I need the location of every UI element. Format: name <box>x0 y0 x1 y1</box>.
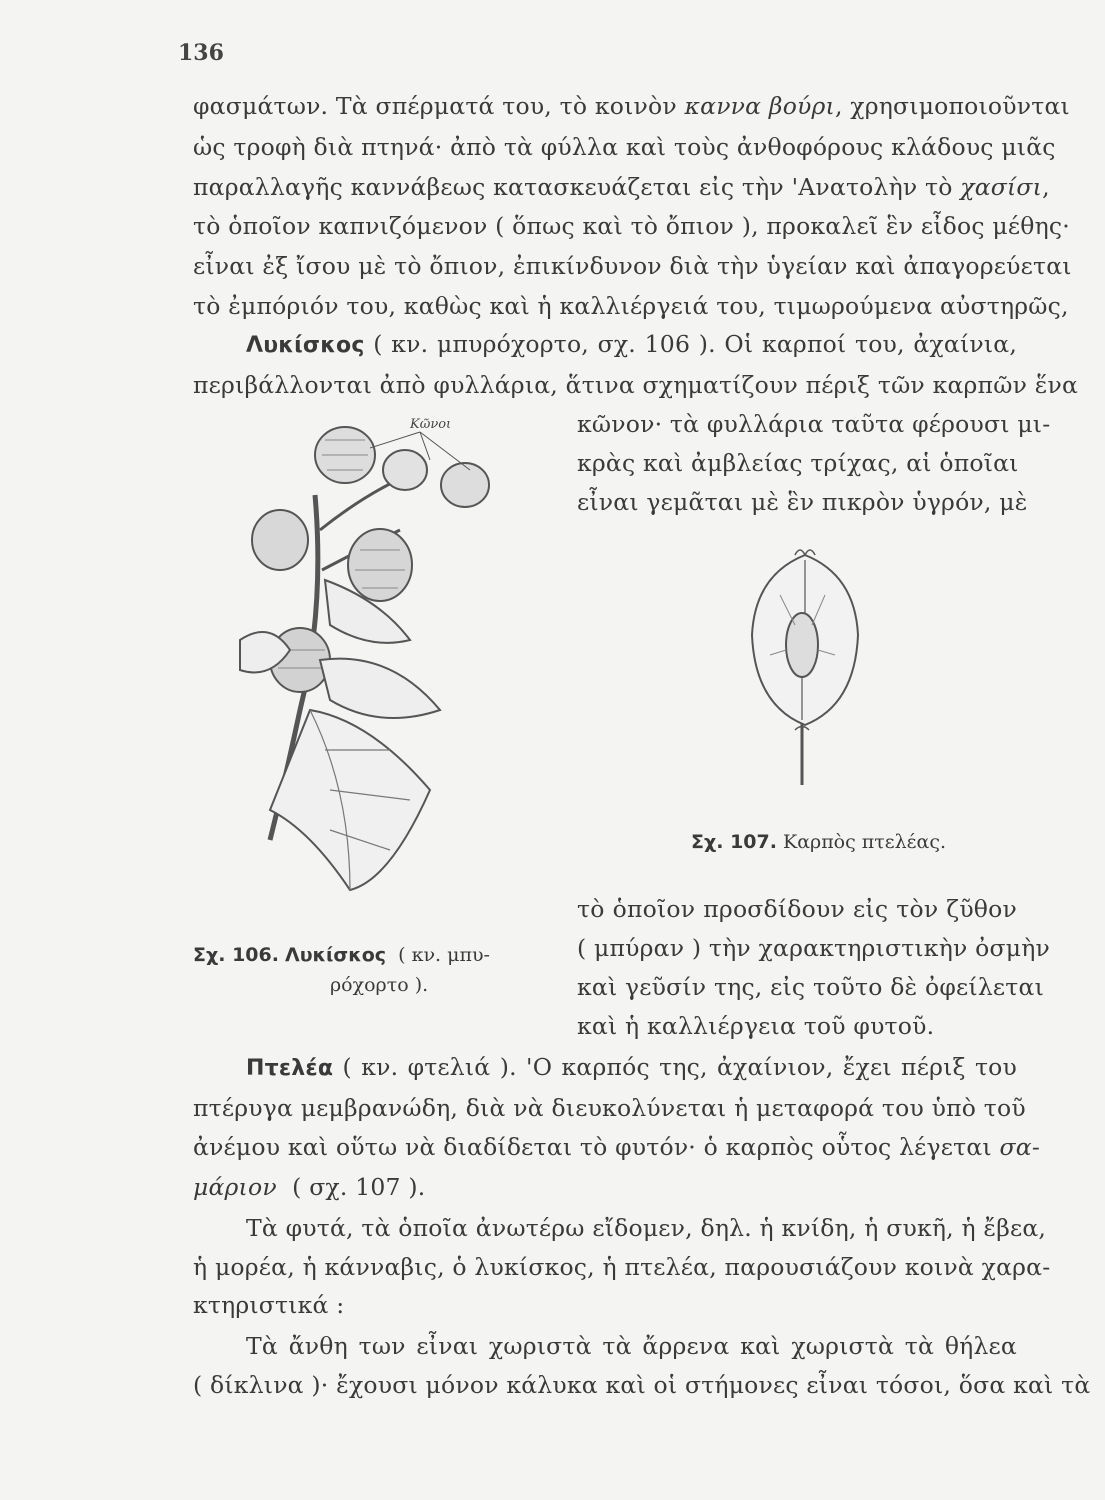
text-line: καὶ ἡ καλλιέργεια τοῦ φυτοῦ. <box>577 1012 935 1040</box>
text-line: κτηριστικά : <box>193 1291 345 1319</box>
text-line: κρὰς καὶ ἀμβλείας τρίχας, αἱ ὁποῖαι <box>577 449 1019 477</box>
caption-text: Καρπὸς πτελέας. <box>783 831 947 853</box>
text-segment: ( κν. μπυρόχορτο, σχ. 106 ). Οἱ καρποί του, ἀχαίνια, <box>373 330 1017 358</box>
text-line: τὸ ἐμπόριόν του, καθὼς καὶ ἡ καλλιέργειά του, τιμωρούμενα αὐστηρῶς, <box>193 292 1069 320</box>
hop-cone <box>348 529 412 601</box>
figure-106-caption <box>193 944 490 966</box>
italic-term: καννα βούρι <box>684 92 835 120</box>
text-line: ( δίκλινα )· ἔχουσι μόνον κάλυκα καὶ οἱ στήμονες εἶναι τόσοι, ὅσα καὶ τὰ <box>193 1371 1091 1399</box>
text-line: εἶναι ἐξ ἴσου μὲ τὸ ὄπιον, ἐπικίνδυνον διὰ τὴν ὑγείαν καὶ ἀπαγορεύεται <box>193 252 1072 280</box>
text-line: κῶνον· τὰ φυλλάρια ταῦτα φέρουσι μι- <box>577 410 1051 438</box>
text-line <box>193 1172 425 1202</box>
text-segment: , <box>1042 173 1050 201</box>
text-segment: ( κν. φτελιά ). 'Ο καρπός της, ἀχαίνιον, ἔχει πέριξ του <box>342 1053 1018 1081</box>
text-line: τὸ ὁποῖον καπνιζόμενον ( ὅπως καὶ τὸ ὄπιον ), προκαλεῖ ἓν εἶδος μέθης· <box>193 212 1070 240</box>
text-line: Τὰ ἄνθη των εἶναι χωριστὰ τὰ ἄρρενα καὶ χωριστὰ τὰ θήλεα <box>246 1332 1017 1360</box>
elm-fruit-illustration <box>740 545 870 795</box>
cone-label: Κῶνοι <box>410 417 452 432</box>
text-segment: ἀνέμου καὶ οὕτω νὰ διαδίδεται τὸ φυτόν· ὁ καρπὸς οὗτος λέγεται <box>193 1133 992 1161</box>
bold-term: Πτελέα <box>246 1056 334 1081</box>
caption-text: ( κν. μπυ- <box>398 944 490 966</box>
text-segment: φασμάτων. Τὰ σπέρματά του, τὸ κοινὸν <box>193 92 677 120</box>
hop-leaf <box>320 659 440 718</box>
text-segment: παραλλαγῆς καννάβεως κατασκευάζεται εἰς τὴν 'Ανατολὴν τὸ <box>193 173 953 201</box>
text-line: πτέρυγα μεμβρανώδη, διὰ νὰ διευκολύνεται ἡ μεταφορά του ὑπὸ τοῦ <box>193 1094 1026 1122</box>
text-line: ἡ μορέα, ἡ κάνναβις, ὁ λυκίσκος, ἡ πτελέα, παρουσιάζουν κοινὰ χαρα- <box>193 1253 1051 1281</box>
text-line: καὶ γεῦσίν της, εἰς τοῦτο δὲ ὀφείλεται <box>577 973 1044 1001</box>
caption-number: Σχ. 107. <box>691 831 777 853</box>
italic-term: μάριον <box>193 1173 277 1201</box>
text-line: τὸ ὁποῖον προσδίδουν εἰς τὸν ζῦθον <box>577 895 1017 923</box>
text-line <box>246 329 1017 361</box>
caption-name: Λυκίσκος <box>285 944 387 966</box>
text-line <box>246 1052 1017 1084</box>
italic-term: σα- <box>999 1133 1040 1161</box>
caption-number: Σχ. 106. <box>193 944 279 966</box>
italic-term: χασίσι <box>960 173 1043 201</box>
text-line: εἶναι γεμᾶται μὲ ἓν πικρὸν ὑγρόν, μὲ <box>577 488 1028 516</box>
text-line: Τὰ φυτά, τὰ ὁποῖα ἀνωτέρω εἴδομεν, δηλ. ἡ κνίδη, ἡ συκῆ, ἡ ἔβεα, <box>246 1214 1047 1242</box>
text-line: περιβάλλονται ἀπὸ φυλλάρια, ἅτινα σχηματίζουν πέριξ τῶν καρπῶν ἕνα <box>193 371 1079 399</box>
page-number: 136 <box>178 40 224 66</box>
hop-cone <box>383 450 427 490</box>
hop-cone <box>441 463 489 507</box>
figure-106-caption-line2: ρόχορτο ). <box>330 974 429 996</box>
text-line: ( μπύραν ) τὴν χαρακτηριστικὴν ὀσμὴν <box>577 934 1050 962</box>
text-segment: , χρησιμοποιοῦνται <box>834 92 1070 120</box>
text-line <box>193 91 1070 121</box>
text-line <box>193 172 1050 202</box>
bold-term: Λυκίσκος <box>246 333 365 358</box>
text-line <box>193 1132 1040 1162</box>
figure-107-caption <box>691 831 946 853</box>
hop-plant-illustration <box>230 410 520 900</box>
hop-cone <box>252 510 308 570</box>
text-segment: ( σχ. 107 ). <box>292 1173 426 1201</box>
text-line: ὡς τροφὴ διὰ πτηνά· ἀπὸ τὰ φύλλα καὶ τοὺς ἀνθοφόρους κλάδους μιᾶς <box>193 133 1056 161</box>
